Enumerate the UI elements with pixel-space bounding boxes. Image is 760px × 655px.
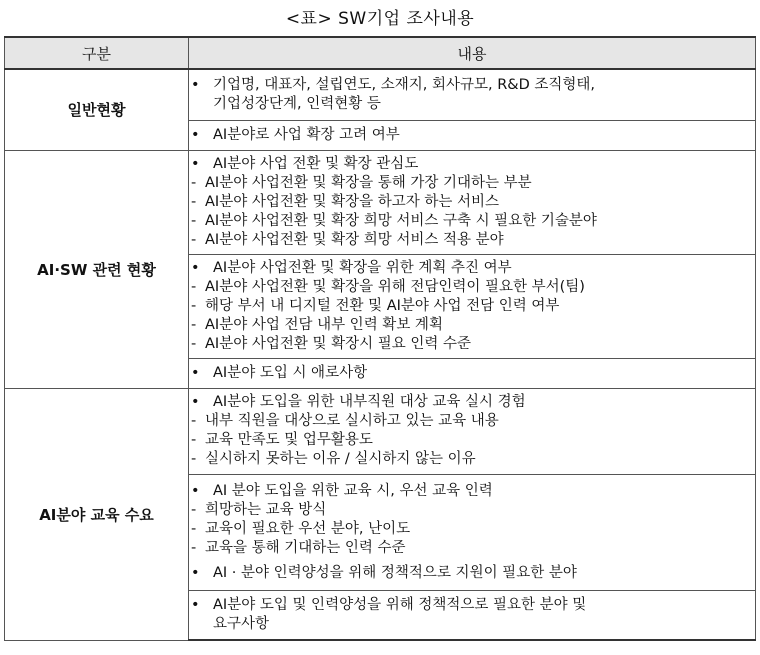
table-row [5,69,756,120]
table-row [5,388,756,474]
survey-table [4,36,756,641]
content-cell [189,474,756,590]
content-cell [189,388,756,474]
sub-item: - AI분야 사업전환 및 확장을 통해 가장 기대하는 부분 [191,174,532,191]
sub-item: - AI분야 사업전환 및 확장 희망 서비스 적용 분야 [191,231,504,248]
sub-item: - 희망하는 교육 방식 [191,501,327,518]
sub-item: - AI분야 사업전환 및 확장 희망 서비스 구축 시 필요한 기술분야 [191,212,597,229]
table-row [5,150,756,254]
bullet-item: • AI · 분야 인력양성을 위해 정책적으로 지원이 필요한 분야 [191,564,577,581]
bullet-item: • AI분야 도입을 위한 내부직원 대상 교육 실시 경험 [191,394,526,410]
sub-item: - AI분야 사업전환 및 확장시 필요 인력 수준 [191,335,471,352]
sub-item: - 내부 직원을 대상으로 실시하고 있는 교육 내용 [191,413,499,429]
sub-item: - AI분야 사업 전담 내부 인력 확보 계획 [191,316,443,333]
sub-item: - 교육이 필요한 우선 분야, 난이도 [191,520,411,537]
sub-item: - 교육 만족도 및 업무활용도 [191,432,373,448]
bullet-item: • AI 분야 도입을 위한 교육 시, 우선 교육 인력 [191,482,493,499]
category-ai-sw: AI·SW 관련 현황 [5,150,189,388]
sub-item: - AI분야 사업전환 및 확장을 하고자 하는 서비스 [191,193,499,210]
category-general: 일반현황 [5,69,189,150]
bullet-item: • AI분야 도입 시 애로사항 [191,364,368,381]
table-title: <표> SW기업 조사내용 [285,9,475,29]
content-cell [189,150,756,254]
bullet-item: • AI분야 사업전환 및 확장을 위한 계획 추진 여부 [191,259,512,276]
bullet-item: • AI분야 도입 및 인력양성을 위해 정책적으로 필요한 분야 및 요구사항 [191,596,587,632]
content-cell [189,590,756,640]
header-content: 내용 [189,37,756,69]
header-category: 구분 [5,37,189,69]
content-cell [189,120,756,150]
sub-item: - 실시하지 못하는 이유 / 실시하지 않는 이유 [191,451,476,467]
bullet-item: • AI분야로 사업 확장 고려 여부 [191,126,400,143]
content-cell [189,358,756,388]
bullet-item: • AI분야 사업 전환 및 확장 관심도 [191,155,419,172]
table-header-row [5,37,756,69]
sub-item: - AI분야 사업전환 및 확장을 위해 전담인력이 필요한 부서(팀) [191,278,585,295]
bullet-item: • 기업명, 대표자, 설립연도, 소재지, 회사규모, R&D 조직형태, 기업성장단계, 인력현황 등 [191,76,596,112]
content-cell [189,69,756,120]
sub-item: - 해당 부서 내 디지털 전환 및 AI분야 사업 전담 인력 여부 [191,297,560,314]
content-cell [189,254,756,358]
sub-item: - 교육을 통해 기대하는 인력 수준 [191,539,406,556]
category-ai-education: AI분야 교육 수요 [5,388,189,640]
